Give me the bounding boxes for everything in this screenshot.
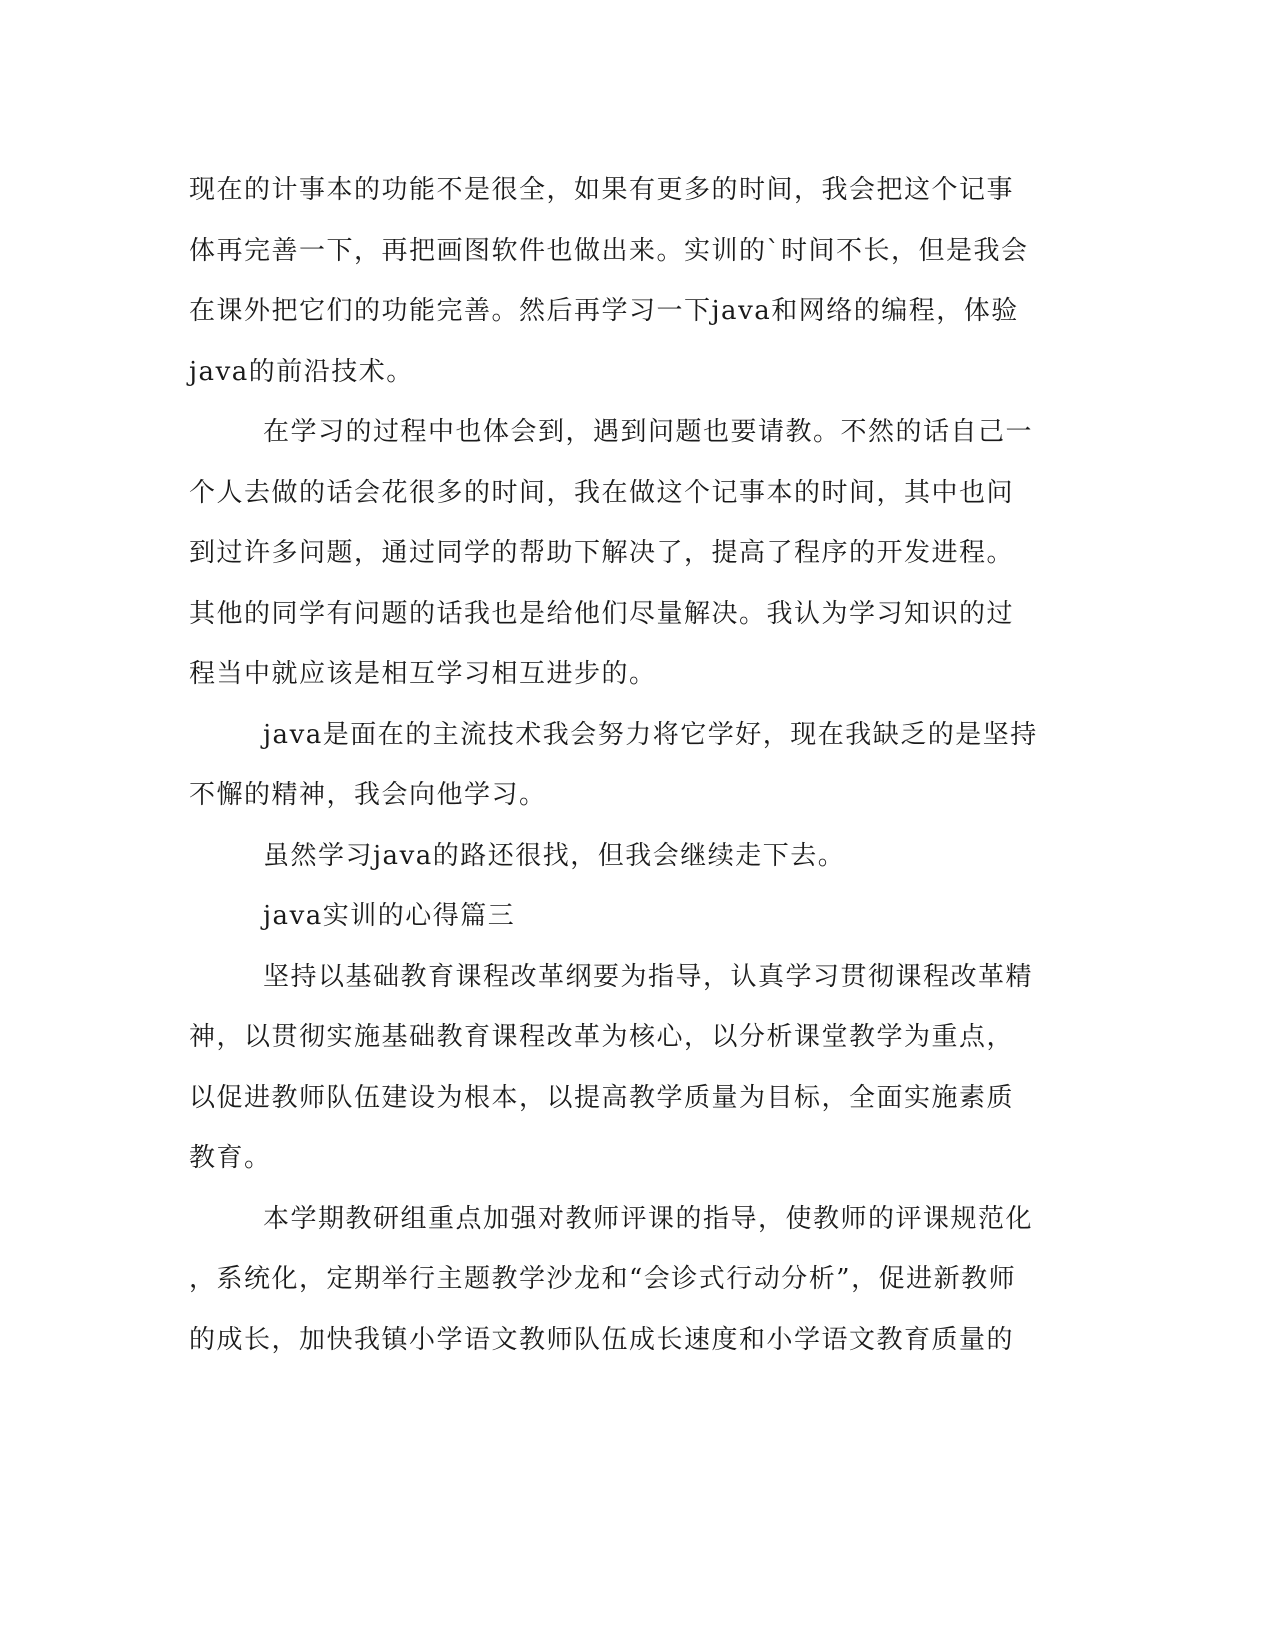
text-line: ，系统化，定期举行主题教学沙龙和“会诊式行动分析”，促进新教师 <box>189 1264 1017 1294</box>
section-heading: java实训的心得篇三 <box>263 901 516 931</box>
text-line: 教育。 <box>189 1143 272 1173</box>
text-line: 现在的计事本的功能不是很全，如果有更多的时间，我会把这个记事 <box>189 175 1015 205</box>
text-line: 到过许多问题，通过同学的帮助下解决了，提高了程序的开发进程。 <box>189 538 1015 568</box>
paragraph-first-line: 在学习的过程中也体会到，遇到问题也要请教。不然的话自己一 <box>263 417 1034 447</box>
document-body <box>189 160 1079 1370</box>
text-line: 个人去做的话会花很多的时间，我在做这个记事本的时间，其中也问 <box>189 477 1015 508</box>
text-line: 神，以贯彻实施基础教育课程改革为核心，以分析课堂教学为重点， <box>189 1022 1015 1052</box>
paragraph-first-line: 本学期教研组重点加强对教师评课的指导，使教师的评课规范化 <box>263 1203 1034 1234</box>
text-line: 的成长，加快我镇小学语文教师队伍成长速度和小学语文教育质量的 <box>189 1324 1015 1355</box>
paragraph-first-line: java是面在的主流技术我会努力将它学好，现在我缺乏的是坚持 <box>263 719 1038 750</box>
paragraph-first-line: 坚持以基础教育课程改革纲要为指导，认真学习贯彻课程改革精 <box>263 961 1034 992</box>
text-line: 以促进教师队伍建设为根本，以提高教学质量为目标，全面实施素质 <box>189 1082 1015 1113</box>
paragraph-first-line: 虽然学习java的路还很找，但我会继续走下去。 <box>263 840 846 871</box>
text-line: 程当中就应该是相互学习相互进步的。 <box>189 659 657 689</box>
text-line: 不懈的精神，我会向他学习。 <box>189 780 547 810</box>
text-line: 体再完善一下，再把画图软件也做出来。实训的`时间不长，但是我会 <box>189 235 1029 266</box>
text-line: 其他的同学有问题的话我也是给他们尽量解决。我认为学习知识的过 <box>189 598 1015 629</box>
text-line: 在课外把它们的功能完善。然后再学习一下java和网络的编程，体验 <box>189 296 1019 326</box>
text-line: java的前沿技术。 <box>189 356 414 387</box>
